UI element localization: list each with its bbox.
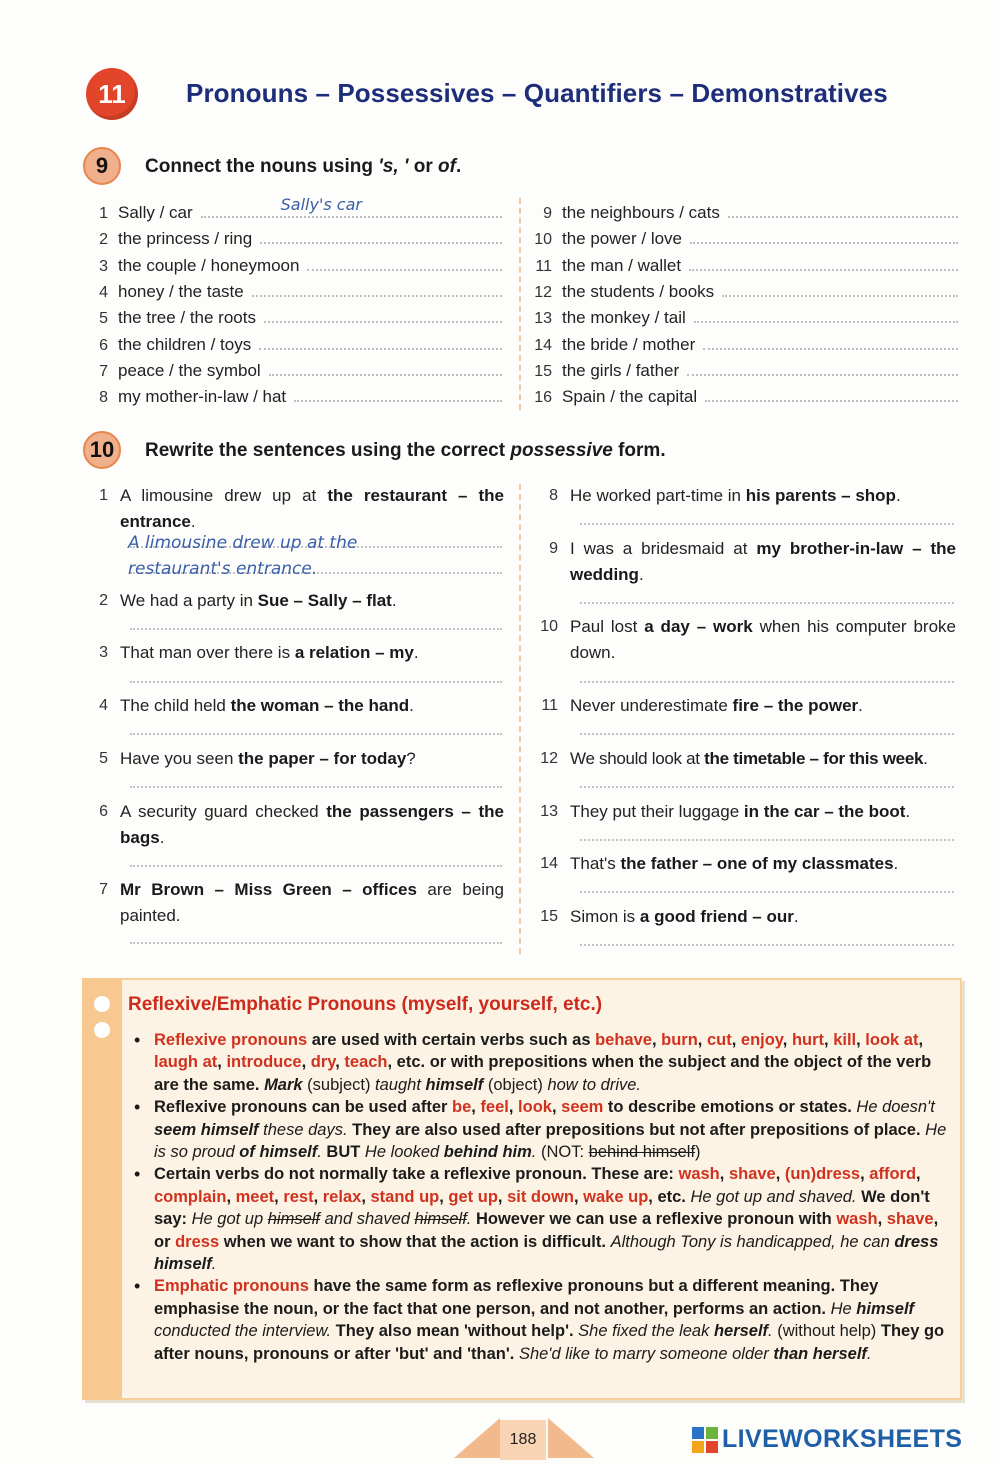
item-text: They put their luggage [570, 802, 744, 821]
item-number: 3 [99, 257, 108, 275]
verb: shave [886, 1210, 934, 1229]
answer-line[interactable] [269, 364, 502, 376]
strikethrough-example: himself [267, 1210, 321, 1229]
answer-line[interactable] [705, 390, 958, 402]
answer-line[interactable] [259, 338, 502, 350]
exercise-10-title [145, 440, 666, 462]
text: , or [154, 1210, 939, 1251]
text: to describe emotions or states. [603, 1098, 857, 1117]
text: are used with certain verbs such as [307, 1031, 596, 1049]
connect-nouns-row [530, 387, 958, 411]
verb: be [452, 1098, 472, 1117]
answer-line[interactable] [201, 195, 502, 218]
example: He looked [364, 1143, 444, 1162]
verb: feel [480, 1098, 509, 1117]
item-number: 8 [99, 389, 108, 407]
text: However we can use a reflexive pronoun with [475, 1210, 837, 1229]
item-number: 12 [534, 283, 552, 301]
verb: get up [448, 1187, 498, 1206]
item-end: when his computer broke down. [570, 617, 956, 662]
column-divider [519, 198, 521, 410]
text: have the same form as reflexive pronouns but a different meaning. They emphasise the noun, or the fact that one person, and not another, performs an action. [154, 1277, 879, 1318]
answer-line[interactable] [580, 602, 954, 604]
example: He got up and shaved. [690, 1187, 857, 1206]
verb: look at [865, 1031, 919, 1049]
item-text: the power / love [562, 229, 683, 249]
example: Although Tony is handicapped, he can [610, 1232, 895, 1251]
item-number: 9 [543, 205, 552, 222]
sentence-item [536, 483, 956, 509]
connect-nouns-row [86, 195, 502, 227]
verb: relax [322, 1187, 362, 1206]
item-number: 6 [99, 336, 108, 354]
text: Certain verbs do not normally take a reflexive pronoun. These are: [154, 1165, 679, 1184]
connect-nouns-row [530, 335, 958, 359]
verb: introduce [226, 1053, 302, 1072]
item-number: 4 [99, 283, 108, 301]
answer-line[interactable] [580, 891, 954, 893]
liveworksheets-logo[interactable] [692, 1425, 962, 1454]
item-end: . [858, 696, 863, 715]
answer-line[interactable] [264, 311, 502, 323]
item-number: 3 [99, 644, 108, 661]
verb: sit down [507, 1187, 574, 1206]
sentence-item [86, 483, 504, 535]
item-number: 14 [540, 855, 558, 872]
sentence-item [536, 904, 956, 930]
item-bold: the woman – the hand [230, 696, 410, 715]
answer-line[interactable] [130, 786, 502, 788]
item-text: the man / wallet [562, 255, 682, 275]
example: He doesn't [856, 1098, 935, 1117]
answer-line[interactable] [580, 839, 954, 841]
example: He is so proud [154, 1120, 947, 1162]
answer-line[interactable] [580, 786, 954, 788]
verb: rest [283, 1187, 314, 1206]
example: himself [856, 1299, 915, 1318]
item-bold: my brother-in-law – the wedding [570, 539, 956, 584]
item-text: Sally / car [118, 203, 193, 222]
answer-line[interactable] [689, 259, 958, 271]
text: They also mean 'without help'. [335, 1322, 579, 1341]
verb: seem [561, 1098, 604, 1117]
verb: afford [869, 1165, 917, 1184]
example: how to drive. [547, 1075, 641, 1094]
item-text: That man over there is [120, 643, 295, 662]
item-number: 9 [549, 540, 558, 557]
answer-line[interactable] [690, 232, 958, 244]
text: , etc. or with prepositions when the subject and the object of the verb are the same. [154, 1053, 932, 1094]
example: He [830, 1299, 857, 1318]
term: Reflexive pronouns [154, 1031, 308, 1049]
item-number: 15 [540, 908, 558, 925]
example: . [866, 1344, 872, 1363]
sentence-item [536, 799, 956, 825]
liveworksheets-grid-icon [692, 1427, 718, 1453]
item-number: 10 [540, 618, 558, 635]
answer-line[interactable] [130, 681, 502, 683]
item-number: 5 [99, 750, 108, 767]
item-bold: Mr Brown – Miss Green – offices [120, 880, 417, 899]
text: They go after nouns, pronouns or after 'but' and 'than'. [154, 1322, 945, 1363]
example: of himself [239, 1143, 318, 1162]
example: herself [713, 1322, 769, 1341]
page-tab-right-decoration [548, 1418, 594, 1458]
item-number: 11 [535, 257, 552, 275]
item-bold: the restaurant – the entrance [120, 486, 505, 531]
example: He got up [191, 1210, 268, 1229]
item-number: 5 [99, 310, 108, 328]
unit-number-badge [86, 68, 138, 120]
item-bold: the passengers – the bags [120, 802, 504, 847]
example: seem himself [154, 1120, 259, 1139]
item-text: the couple / honeymoon [118, 255, 300, 275]
item-text: the tree / the roots [118, 308, 256, 328]
example: . [211, 1255, 217, 1274]
sentence-item [86, 799, 504, 851]
item-bold: a relation – my [294, 643, 414, 662]
answer-line[interactable] [580, 944, 954, 946]
term: Emphatic pronouns [154, 1277, 309, 1296]
item-bold: the paper – for today [238, 749, 407, 768]
example: . [317, 1143, 327, 1162]
exercise-10-badge [83, 431, 121, 469]
verb: hurt [791, 1031, 825, 1049]
sentence-item [86, 588, 504, 614]
item-text: the girls / father [562, 360, 680, 380]
ex9-title-text: Connect the nouns using [145, 156, 379, 177]
ex9-title-mid: or [408, 156, 439, 177]
grammar-bullet-3: • Certain verbs do not normally take a reflexive pronoun. These are: wash, shave, (un)dress, afford, complain, meet, rest, relax, stand up, get up, sit down, wake up, etc. He got up and shaved. We don't say: He got up himself and shaved himself. However we can use a reflexive pronoun with wash, shave, or dress when we want to show that the action is difficult. Although Tony is handicapped, he can dress himself. [132, 1163, 947, 1275]
verb: cut [706, 1031, 732, 1049]
note: (NOT: [540, 1143, 589, 1162]
item-number: 2 [99, 231, 108, 249]
example: (subject) [302, 1075, 376, 1094]
connect-nouns-row [86, 361, 502, 385]
example: She fixed the leak [578, 1322, 714, 1341]
item-end: . [159, 828, 165, 847]
answer-line[interactable] [580, 523, 954, 525]
item-text: Paul lost [570, 617, 645, 636]
item-text: peace / the symbol [118, 360, 261, 380]
grammar-bullets [132, 1029, 947, 1365]
item-text: We had a party in [120, 591, 258, 610]
item-text: the neighbours / cats [562, 203, 720, 222]
sentence-item [536, 693, 956, 719]
item-number: 7 [99, 881, 108, 898]
item-text: We should look at [570, 749, 705, 768]
item-number: 10 [534, 231, 552, 249]
sentence-item [86, 877, 504, 929]
verb: meet [235, 1187, 275, 1206]
verb: behave [595, 1031, 652, 1049]
verb: shave [728, 1165, 776, 1184]
item-text: Have you seen [120, 749, 239, 768]
item-bold: the timetable – for this week [704, 749, 924, 768]
verb: look [518, 1098, 552, 1117]
item-number: 7 [99, 362, 108, 380]
answer-line[interactable] [294, 390, 502, 402]
answer-line[interactable] [703, 338, 958, 350]
sentence-item [536, 614, 956, 666]
handwritten-answer: restaurant's entrance. [128, 559, 318, 579]
sentence-item [536, 851, 956, 877]
connect-nouns-row [86, 282, 502, 306]
item-end: . [391, 591, 397, 610]
example: conducted the interview. [154, 1322, 336, 1341]
item-text: That's [570, 854, 621, 873]
verb: teach [344, 1053, 388, 1072]
example: . [768, 1322, 778, 1341]
example: Mark [264, 1075, 303, 1094]
example: (object) [483, 1075, 548, 1094]
liveworksheets-brand-text: LIVEWORKSHEETS [722, 1425, 963, 1453]
item-text: A security guard checked [120, 802, 327, 821]
item-number: 1 [99, 487, 108, 504]
connect-nouns-row [530, 308, 958, 332]
item-text: the princess / ring [118, 229, 253, 249]
example: She'd like to marry someone older [518, 1344, 774, 1363]
example: . [466, 1210, 476, 1229]
grammar-bullet-1: • Reflexive pronouns are used with certain verbs such as behave, burn, cut, enjoy, hurt, kill, look at, laugh at, introduce, dry, teach, etc. or with prepositions when the subject and the object of the verb are the same. Mark (subject) taught himself (object) how to drive. [132, 1029, 947, 1096]
item-text: the bride / mother [562, 334, 696, 354]
note: (without help) [777, 1322, 881, 1341]
item-text: He worked part-time in [570, 486, 746, 505]
item-end: . [638, 565, 644, 584]
page-tab-left-decoration [454, 1418, 500, 1458]
item-end: . [895, 486, 901, 505]
exercise-9-number: 9 [95, 153, 109, 178]
item-text: The child held [120, 696, 231, 715]
example: these days. [258, 1120, 353, 1139]
verb: complain [154, 1187, 227, 1206]
item-number: 12 [540, 750, 558, 767]
answer-line[interactable] [130, 942, 502, 944]
item-number: 16 [534, 389, 552, 407]
ex10-title-end: form. [612, 440, 666, 461]
item-text: the children / toys [118, 334, 252, 354]
item-bold: a day – work [644, 617, 753, 636]
item-bold: the father – one of my classmates [620, 854, 894, 873]
binder-hole-icon [94, 996, 110, 1012]
connect-nouns-row [530, 256, 958, 280]
item-end: . [413, 643, 419, 662]
item-number: 2 [99, 592, 108, 609]
answer-line[interactable] [580, 733, 954, 735]
connect-nouns-row [86, 387, 502, 411]
answer-line[interactable] [694, 311, 958, 323]
exercise-9-badge [83, 147, 121, 185]
answer-line[interactable] [580, 681, 954, 683]
grammar-bullet-2: • Reflexive pronouns can be used after be, feel, look, seem to describe emotions or states. He doesn't seem himself these days. They are also used after prepositions but not after prepositions of place. He is so proud of himself. BUT He looked behind him. (NOT: behind himself) [132, 1096, 947, 1163]
binder-hole-icon [94, 1022, 110, 1038]
ex9-title-italic2: of [438, 156, 456, 177]
answer-line[interactable] [130, 628, 502, 630]
example: . [531, 1143, 541, 1162]
item-text: Simon is [570, 907, 640, 926]
item-end: are being painted. [120, 880, 504, 925]
handwritten-answer: A limousine drew up at the [128, 533, 358, 553]
text: BUT [326, 1143, 365, 1162]
item-number: 8 [549, 487, 558, 504]
answer-line[interactable] [252, 285, 502, 297]
verb: enjoy [740, 1031, 783, 1049]
example: dress himself [154, 1232, 939, 1274]
sentence-item [536, 536, 956, 588]
grammar-bullet-4 [132, 1275, 947, 1365]
text: We don't say: [154, 1187, 930, 1229]
ex10-title-italic: possessive [510, 440, 613, 461]
connect-nouns-row [530, 203, 958, 227]
verb: wash [678, 1165, 720, 1184]
sentence-item [86, 640, 504, 666]
item-text: the students / books [562, 281, 715, 301]
verb: dress [175, 1232, 220, 1251]
item-end: . [905, 802, 911, 821]
sentence-item [86, 693, 504, 719]
sentence-item [86, 746, 504, 772]
verb: burn [661, 1031, 698, 1049]
verb: laugh at [154, 1053, 218, 1072]
text: , etc. [648, 1187, 691, 1206]
verb: (un)dress [784, 1165, 861, 1184]
unit-title: Pronouns – Possessives – Quantifiers – Demonstratives [186, 78, 888, 108]
item-text: my mother-in-law / hat [118, 387, 287, 407]
answer-line[interactable] [687, 364, 958, 376]
item-end: . [793, 907, 799, 926]
unit-number: 11 [98, 78, 126, 109]
example: than herself [773, 1344, 867, 1363]
example: behind him [443, 1143, 532, 1162]
item-number: 1 [99, 205, 108, 222]
text: Reflexive pronouns can be used after [154, 1098, 452, 1117]
item-bold: a good friend – our [639, 907, 794, 926]
answer-line[interactable] [728, 206, 958, 218]
verb: wake up [583, 1187, 649, 1206]
item-text: Never underestimate [570, 696, 733, 715]
answer-line[interactable] [130, 733, 502, 735]
item-end: ? [406, 749, 416, 768]
item-end: . [893, 854, 899, 873]
grammar-box-binder-strip [82, 978, 122, 1400]
ex9-title-end: . [455, 156, 462, 177]
verb: stand up [370, 1187, 440, 1206]
item-text: I was a bridesmaid at [570, 539, 757, 558]
connect-nouns-row [530, 361, 958, 385]
text: when we want to show that the action is difficult. [219, 1232, 611, 1251]
ex9-title-italic: 's, ' [378, 156, 409, 177]
connect-nouns-row [530, 282, 958, 306]
item-bold: fire – the power [732, 696, 859, 715]
grammar-title: Reflexive/Emphatic Pronouns (myself, yourself, etc.) [128, 994, 603, 1015]
verb: dry [310, 1053, 336, 1072]
strikethrough-example: himself [414, 1210, 467, 1229]
exercise-10-number: 10 [89, 437, 115, 462]
item-number: 6 [99, 803, 108, 820]
item-text: Spain / the capital [562, 387, 698, 407]
connect-nouns-row [86, 308, 502, 332]
strikethrough-example: behind himself [588, 1143, 696, 1162]
exercise-9-title [145, 156, 461, 178]
example: himself [420, 1075, 484, 1094]
item-number: 15 [534, 362, 552, 380]
item-text: A limousine drew up at [120, 486, 328, 505]
text: They are also used after prepositions but not after prepositions of place. [352, 1120, 926, 1139]
page-number: 188 [500, 1420, 546, 1460]
answer-line[interactable] [130, 865, 502, 867]
handwritten-answer: Sally's car [280, 195, 362, 214]
connect-nouns-row [86, 256, 502, 280]
answer-line[interactable] [307, 259, 502, 271]
item-number: 11 [541, 697, 558, 714]
answer-line[interactable] [722, 285, 958, 297]
item-number: 13 [534, 310, 552, 328]
item-bold: Sue – Sally – flat [257, 591, 392, 610]
ex10-title-text: Rewrite the sentences using the correct [145, 440, 511, 461]
item-end: . [923, 749, 928, 768]
example: taught [375, 1075, 421, 1094]
item-text: honey / the taste [118, 281, 244, 301]
item-bold: his parents – shop [745, 486, 896, 505]
item-end: . [409, 696, 414, 715]
connect-nouns-row [530, 229, 958, 253]
note: ) [695, 1143, 701, 1162]
item-number: 13 [540, 803, 558, 820]
item-end: . [190, 512, 196, 531]
column-divider-2 [519, 484, 521, 954]
sentence-item [536, 746, 962, 772]
item-number: 4 [99, 697, 108, 714]
item-text: the monkey / tail [562, 308, 686, 328]
answer-line[interactable] [260, 232, 502, 244]
item-bold: in the car – the boot [743, 802, 906, 821]
connect-nouns-row [86, 229, 502, 253]
verb: kill [833, 1031, 857, 1049]
connect-nouns-row [86, 335, 502, 359]
verb: wash [836, 1210, 878, 1229]
item-number: 14 [534, 336, 552, 354]
example: and shaved [320, 1210, 415, 1229]
